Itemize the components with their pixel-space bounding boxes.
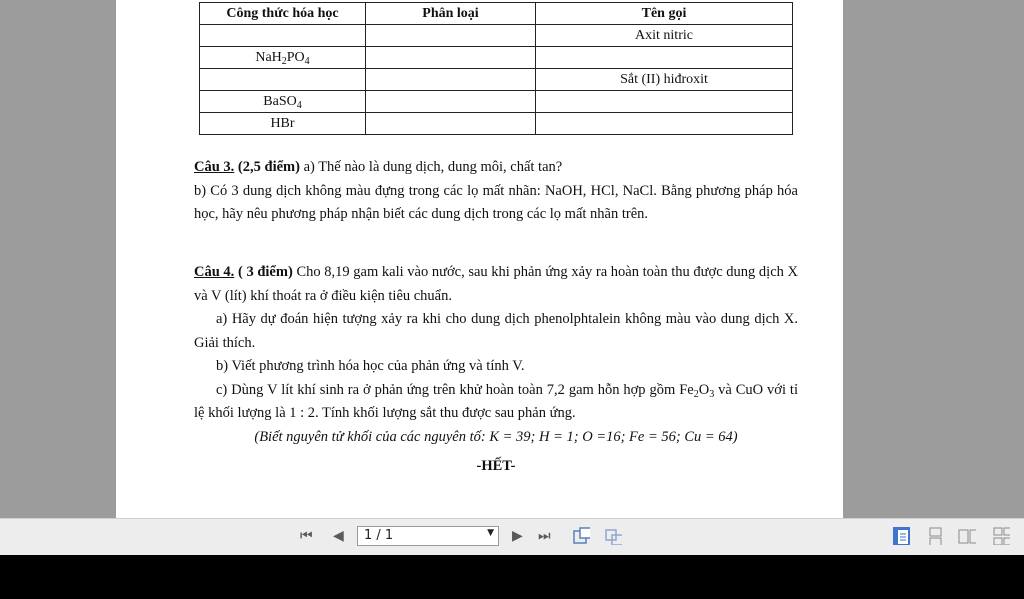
table-row (200, 113, 793, 135)
table-row (200, 47, 793, 69)
header-name: Tên gọi (536, 3, 793, 25)
two-page-continuous-icon[interactable] (992, 527, 1010, 545)
last-page-icon[interactable]: ⏭ (538, 528, 551, 544)
cell-name: Sắt (II) hiđroxit (536, 69, 793, 91)
cell-formula (200, 25, 366, 47)
cell-type (366, 69, 536, 91)
cell-formula: HBr (200, 113, 366, 135)
cell-formula: $NaH_2PO_4$ (200, 47, 366, 69)
question-4 (194, 261, 798, 449)
question-3 (194, 156, 798, 227)
q4-part-c: c) Dùng V lít khí sinh ra ở phản ứng trên khử hoàn toàn 7,2 gam hỗn hợp gồm $Fe_2O_3$ và CuO với tỉ lệ khối lượng là 1 : 2. Tính khối lượng sắt thu được sau phản ứng. (194, 381, 798, 421)
viewer-toolbar (0, 518, 1024, 555)
header-type: Phân loại (366, 3, 536, 25)
q4-note: (Biết nguyên tử khối của các nguyên tố: K = 39; H = 1; O =16; Fe = 56; Cu = 64) (254, 428, 738, 445)
q3-points: (2,5 điểm) (237, 159, 300, 175)
document-page (116, 0, 843, 518)
cell-name: Axit nitric (536, 25, 793, 47)
chevron-down-icon: ▼ (487, 528, 494, 538)
q3-part-b: b) Có 3 dung dịch không màu đựng trong các lọ mất nhãn: NaOH, HCl, NaCl. Bằng phương pháp hóa học, hãy nêu phương pháp nhận biết các dung dịch trong các lọ mất nhãn trên. (194, 182, 798, 222)
cell-name (536, 47, 793, 69)
table-row (200, 91, 793, 113)
cell-type (366, 91, 536, 113)
bottom-black-bar (0, 555, 1024, 599)
cell-name (536, 91, 793, 113)
q4-intro: Cho 8,19 gam kali vào nước, sau khi phản ứng xảy ra hoàn toàn thu được dung dịch X và V (lít) khí thoát ra ở điều kiện tiêu chuẩn. (194, 264, 799, 304)
q4-label: Câu 4. (194, 264, 235, 280)
cell-type (366, 25, 536, 47)
fit-width-icon[interactable] (604, 527, 622, 545)
table-row (200, 25, 793, 47)
end-text: -HẾT- (476, 458, 516, 474)
q3-label: Câu 3. (194, 159, 235, 175)
cell-formula: BaSO$_4$ (200, 91, 366, 113)
page-selector[interactable] (357, 526, 499, 546)
table-header-row (200, 3, 793, 25)
cell-type (366, 47, 536, 69)
first-page-icon[interactable]: ⏮ (300, 528, 313, 544)
continuous-view-icon[interactable] (926, 527, 944, 545)
q4-points: ( 3 điểm) (237, 264, 293, 280)
cell-formula (200, 69, 366, 91)
next-page-icon[interactable]: ▶ (512, 528, 523, 544)
single-page-view-icon[interactable] (892, 527, 910, 545)
cell-type (366, 113, 536, 135)
q4-part-a: a) Hãy dự đoán hiện tượng xảy ra khi cho dung dịch phenolphtalein không màu vào dung dịch X. Giải thích. (194, 311, 798, 351)
q3-part-a: a) Thế nào là dung dịch, dung môi, chất tan? (303, 159, 563, 175)
cell-name (536, 113, 793, 135)
chemistry-table (199, 2, 793, 135)
q4-part-b: b) Viết phương trình hóa học của phản ứng và tính V. (216, 358, 525, 374)
q3-line-a (194, 156, 798, 180)
previous-page-icon[interactable]: ◀ (333, 528, 344, 544)
two-page-view-icon[interactable] (958, 527, 976, 545)
page-indicator: 1 / 1 (364, 528, 394, 543)
table-row (200, 69, 793, 91)
fit-page-icon[interactable] (572, 527, 590, 545)
header-formula: Công thức hóa học (200, 3, 366, 25)
